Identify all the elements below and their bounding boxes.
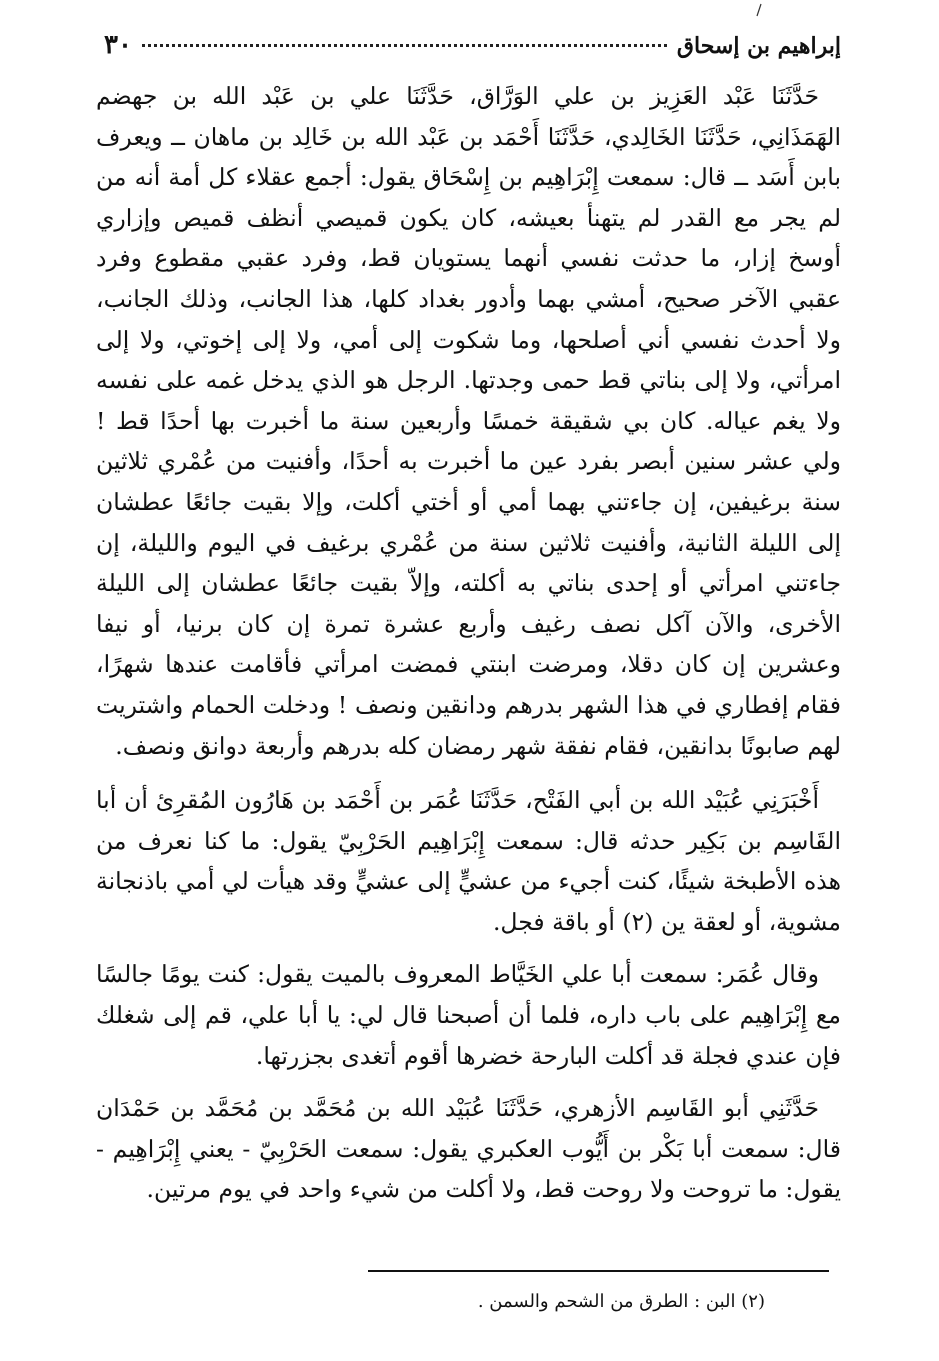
body-text (96, 76, 841, 1210)
page (96, 30, 841, 1222)
paragraph-3: وقال عُمَر: سمعت أبا علي الخَيَّاط المعروف بالميت يقول: كنت يومًا جالسًا مع إِبْرَاهِيم على باب داره، فلما أن أصبحنا قال لي: يا أبا علي، قم إلى شغلك فإن عندي فجلة قد أكلت البارحة خضرها أقوم أتغدى بجزرتها. (96, 960, 841, 1070)
paragraph-4: حَدَّثَنِي أبو القَاسِم الأزهري، حَدَّثَنَا عُبَيْد الله بن مُحَمَّد بن مُحَمَّد بن حَمْدَان قال: سمعت أبا بَكْر بن أَيُّوب العكبري يقول: سمعت الحَرْبِيّ - يعني إِبْرَاهِيم - يقول: ما تروحت ولا روحت قط، ولا أكلت من شيء واحد في يوم مرتين. (96, 1094, 841, 1204)
page-number: ٣٠ (104, 30, 132, 60)
page-header (96, 30, 841, 72)
corner-mark (754, 2, 764, 16)
leader-dots (142, 44, 667, 47)
footnote-divider (368, 1270, 829, 1272)
running-title: إبراهيم بن إسحاق (676, 33, 841, 59)
footnote: (٢) البن : الطرق من الشحم والسمن . (477, 1291, 765, 1312)
paragraph-1: حَدَّثَنَا عَبْد العَزِيز بن علي الوَرَّاق، حَدَّثَنَا علي بن عَبْد الله بن جهضم الهَمَذَانِي، حَدَّثَنَا الخَالِدي، حَدَّثَنَا أَحْمَد بن عَبْد الله بن خَالِد بن ماهان ــ ويعرف بابن أَسَد ــ قال: سمعت إِبْرَاهِيم بن إِسْحَاق يقول: أجمع عقلاء كل أمة أنه من لم يجر مع القدر لم يتهنأ بعيشه، كان يكون قميصي أنظف قميص وإزاري أوسخ إزار، ما حدثت نفسي أنهما يستويان قط، وفرد عقبي مقطوع وفرد عقبي الآخر صحيح، أمشي بهما وأدور بغداد كلها، هذا الجانب، وذلك الجانب، ولا أحدث نفسي أني أصلحها، وما شكوت إلى أمي، ولا إلى إخوتي، ولا إلى امرأتي، ولا إلى بناتي قط حمى وجدتها. الرجل هو الذي يدخل غمه على نفسه ولا يغم عياله. كان بي شقيقة خمسًا وأربعين سنة ما أخبرت بها أحدًا قط ! ولي عشر سنين أبصر بفرد عين ما أخبرت به أحدًا، وأفنيت من عُمْري ثلاثين سنة برغيفين، إن جاءتني بهما أمي أو أختي أكلت، وإلا بقيت جائعًا عطشان إلى الليلة الثانية، وأفنيت ثلاثين سنة من عُمْري برغيف في اليوم والليلة، إن جاءتني امرأتي أو إحدى بناتي به أكلته، وإلاّ بقيت جائعًا عطشان إلى الليلة الأخرى، والآن آكل نصف رغيف وأربع عشرة تمرة إن كان برنيا، أو نيفا وعشرين إن كان دقلا، ومرضت ابنتي فمضت امرأتي فأقامت عندها شهرًا، فقام إفطاري في هذا الشهر بدرهم ودانقين ونصف ! ودخلت الحمام واشتريت لهم صابونًا بدانقين، فقام نفقة شهر رمضان كله بدرهم وأربعة دوانق ونصف. (96, 82, 841, 760)
paragraph-2: أَخْبَرَنِي عُبَيْد الله بن أبي الفَتْح، حَدَّثَنَا عُمَر بن أَحْمَد بن هَارُون المُقرِئ أن أبا القَاسِم بن بَكِير حدثه قال: سمعت إِبْرَاهِيم الحَرْبِيّ يقول: ما كنا نعرف من هذه الأطبخة شيئًا، كنت أجيء من عشيٍّ إلى عشيٍّ وقد هيأت لي أمي باذنجانة مشوية، أو لعقة ين (٢) أو باقة فجل. (96, 786, 841, 936)
